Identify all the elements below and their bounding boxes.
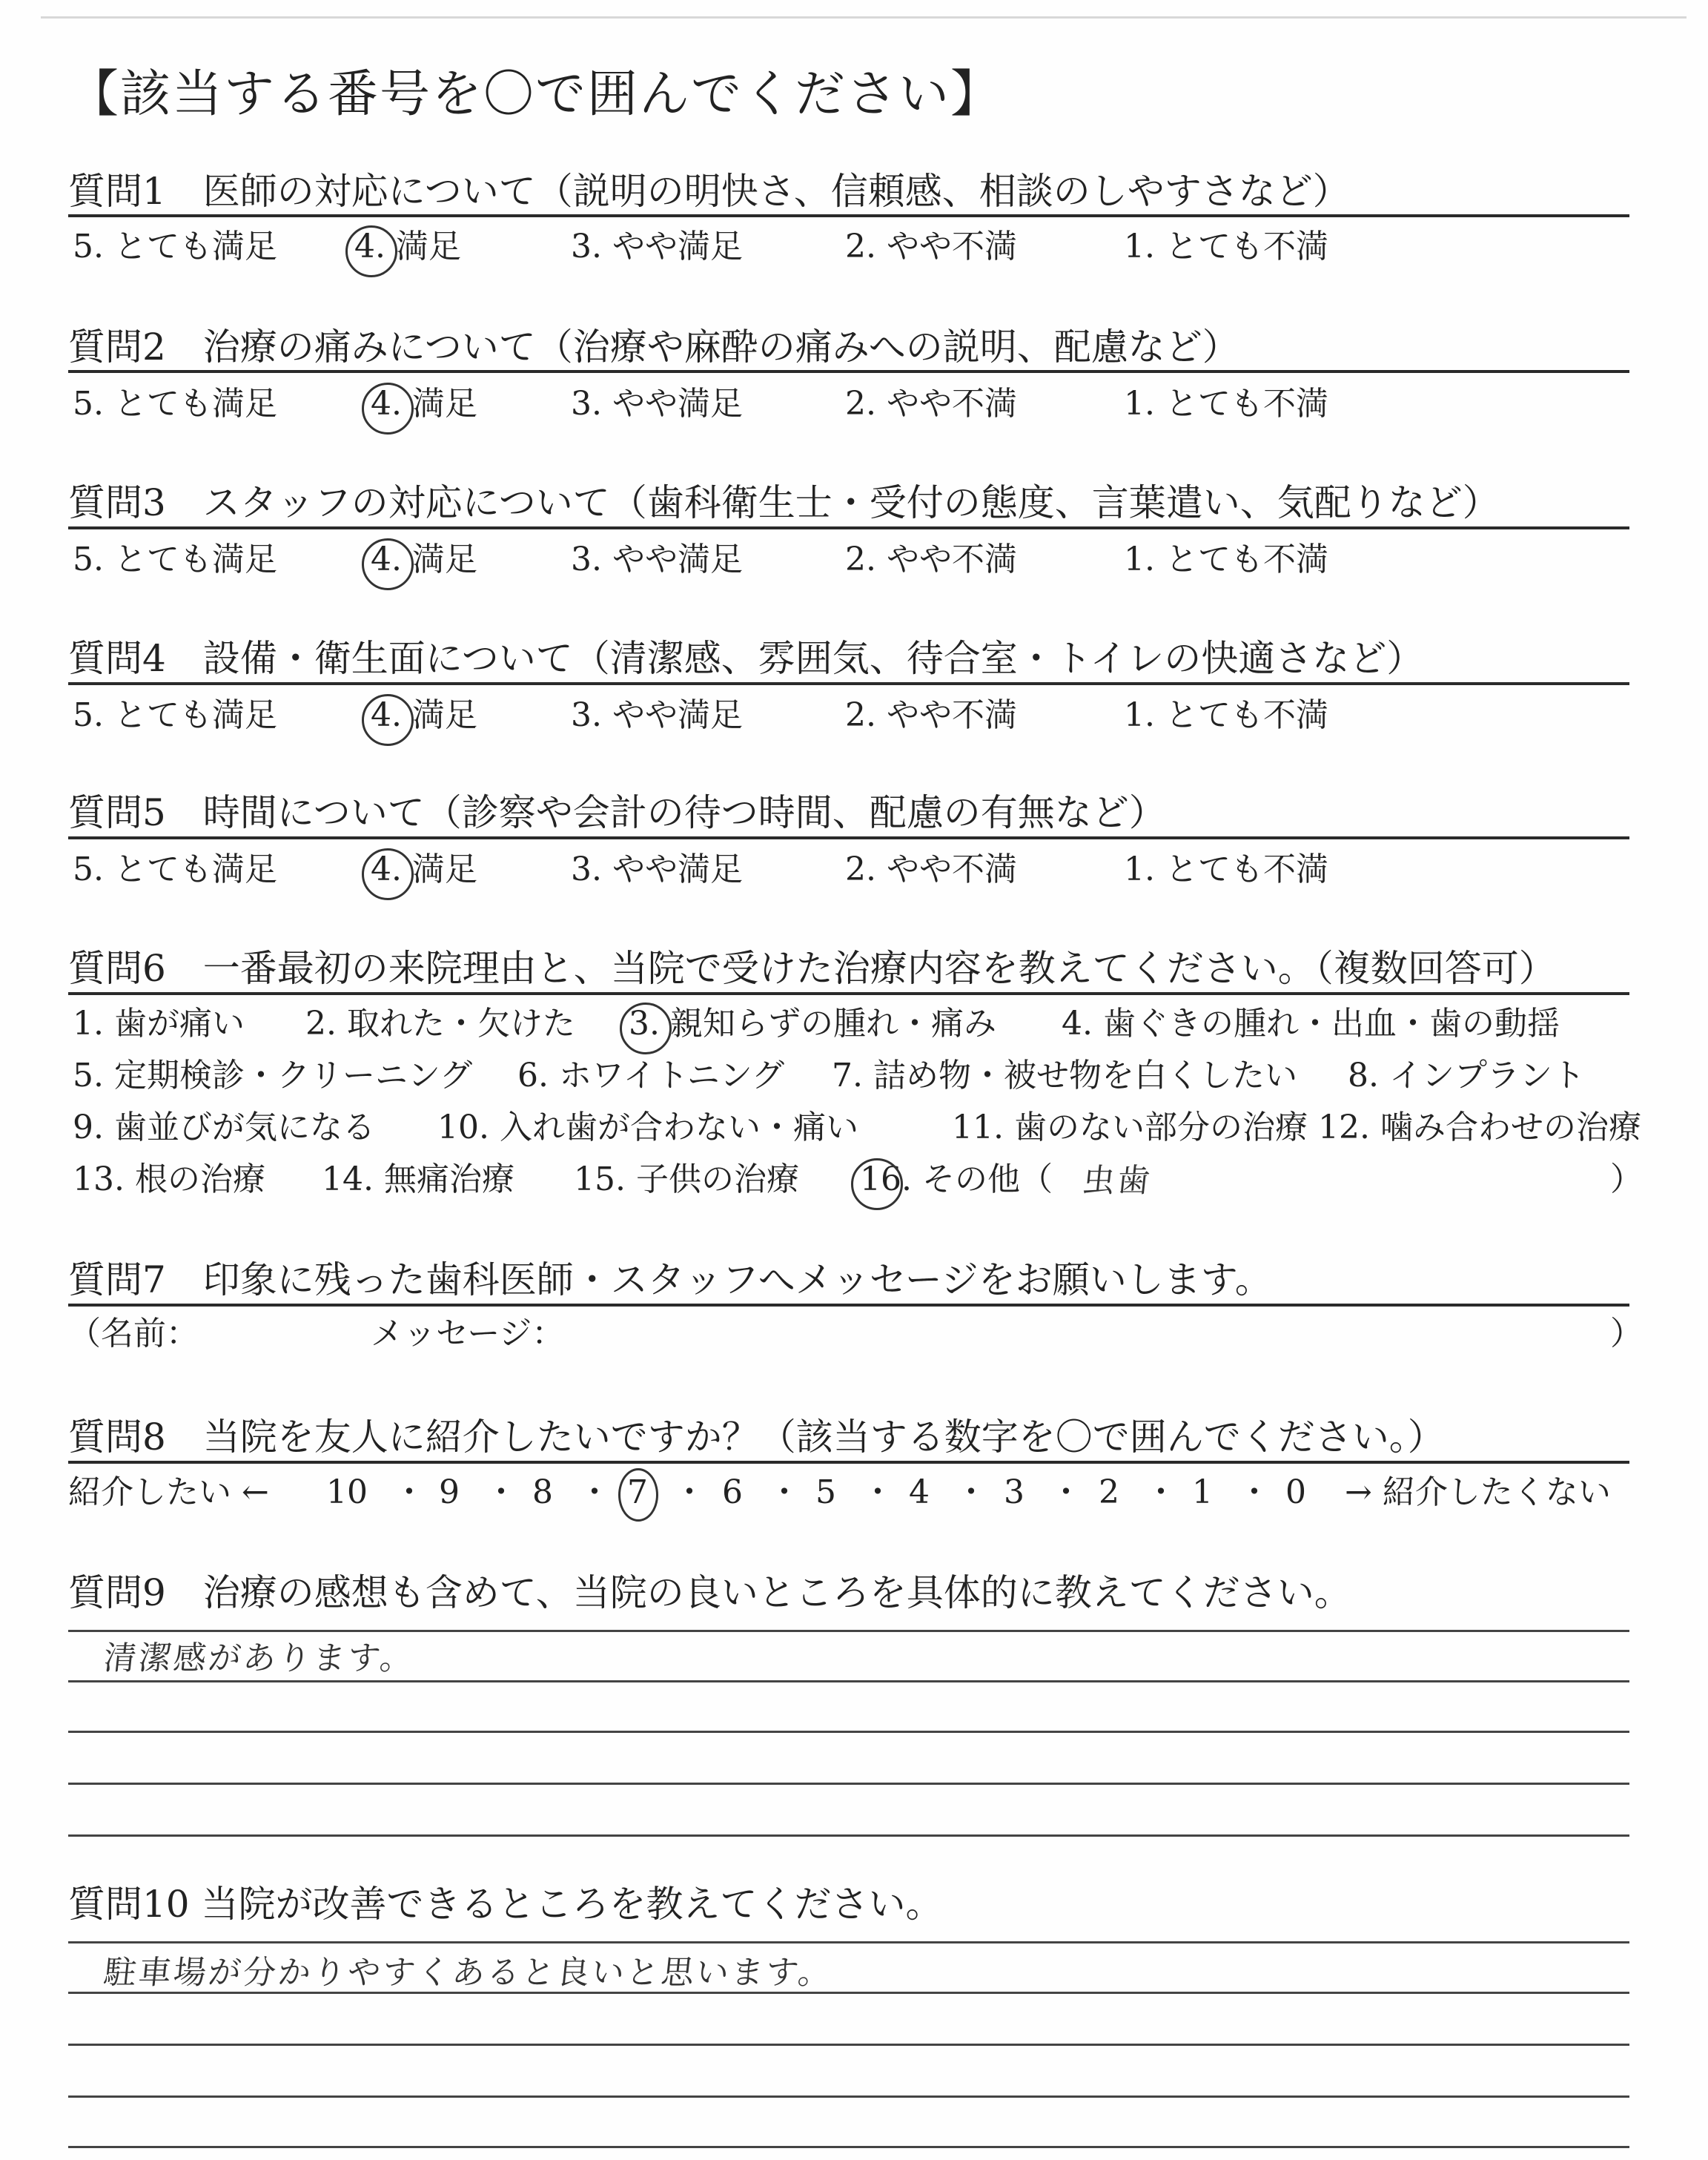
q6-option-4[interactable]: 4. 歯ぐきの腫れ・出血・歯の動揺 <box>1062 1005 1560 1043</box>
q6-option-14[interactable]: 14. 無痛治療 <box>322 1160 514 1198</box>
q6-option-10[interactable]: 10. 入れ歯が合わない・痛い <box>437 1109 858 1146</box>
q10-line <box>68 1941 1629 1943</box>
q9-handwritten-answer[interactable]: 清潔感があります。 <box>102 1639 417 1677</box>
selection-circle: 3. 親知らずの腫れ・痛み <box>629 1005 996 1043</box>
q7-rule <box>68 1304 1629 1307</box>
q5-option-3[interactable]: 3. やや満足 <box>571 851 743 888</box>
q4-option-5[interactable]: 5. とても満足 <box>73 696 277 734</box>
q3-rule <box>68 526 1629 529</box>
q1-option-5[interactable]: 5. とても満足 <box>73 228 277 265</box>
q8-scale-sep: ・ <box>578 1473 611 1511</box>
q3-option-3[interactable]: 3. やや満足 <box>571 541 743 578</box>
q4-option-3[interactable]: 3. やや満足 <box>571 696 743 734</box>
scan-edge <box>41 16 1687 19</box>
q6-option-2[interactable]: 2. 取れた・欠けた <box>305 1005 575 1043</box>
selection-circle <box>618 1468 658 1522</box>
q9-title: 質問9 治療の感想も含めて、当院の良いところを具体的に教えてください。 <box>68 1571 1351 1614</box>
q6-option-11[interactable]: 11. 歯のない部分の治療 <box>952 1109 1308 1146</box>
q5-option-5[interactable]: 5. とても満足 <box>73 851 277 888</box>
q8-scale-sep: ・ <box>1145 1473 1177 1511</box>
q2-option-1[interactable]: 1. とても不満 <box>1124 385 1328 423</box>
selection-circle: 4. 満足 <box>371 385 477 423</box>
q4-option-4[interactable] <box>371 696 477 736</box>
q8-scale-4[interactable]: 4 <box>909 1473 930 1511</box>
q8-scale-sep: ・ <box>485 1473 517 1511</box>
q10-line <box>68 2044 1629 2046</box>
q7-message-label: メッセージ： <box>371 1315 565 1353</box>
q6-option-6[interactable]: 6. ホワイトニング <box>517 1057 785 1094</box>
q10-handwritten-answer[interactable]: 駐車場が分かりやすくあると良いと思います。 <box>102 1954 835 1992</box>
q5-option-4[interactable] <box>371 850 477 890</box>
q8-scale-6[interactable]: 6 <box>722 1473 743 1511</box>
q4-rule <box>68 682 1629 685</box>
q6-option-15[interactable]: 15. 子供の治療 <box>574 1160 799 1198</box>
q6-rule <box>68 992 1629 995</box>
q4-option-2[interactable]: 2. やや不満 <box>845 696 1017 734</box>
q6-option-16[interactable] <box>860 1160 1053 1200</box>
q2-option-4[interactable] <box>371 384 477 424</box>
q10-title: 質問10 当院が改善できるところを教えてください。 <box>68 1883 943 1926</box>
q1-option-3[interactable]: 3. やや満足 <box>571 228 743 265</box>
q2-option-3[interactable]: 3. やや満足 <box>571 385 743 423</box>
q10-line <box>68 2146 1629 2148</box>
q9-line <box>68 1783 1629 1785</box>
selection-circle: 4. 満足 <box>354 228 461 265</box>
q6-option-13[interactable]: 13. 根の治療 <box>73 1160 265 1198</box>
q9-line <box>68 1834 1629 1837</box>
q2-option-5[interactable]: 5. とても満足 <box>73 385 277 423</box>
q3-title: 質問3 スタッフの対応について（歯科衛生士・受付の態度、言葉遣い、気配りなど） <box>68 481 1500 524</box>
q5-title: 質問5 時間について（診察や会計の待つ時間、配慮の有無など） <box>68 791 1166 834</box>
q7-name-label: （名前： <box>68 1315 199 1353</box>
q10-line <box>68 1992 1629 1994</box>
page-title: 【該当する番号を〇で囲んでください】 <box>68 65 1003 124</box>
q8-title: 質問8 当院を友人に紹介したいですか？（該当する数字を〇で囲んでください。） <box>68 1416 1445 1459</box>
q2-option-2[interactable]: 2. やや不満 <box>845 385 1017 423</box>
q8-scale-sep: ・ <box>1238 1473 1271 1511</box>
q6-option-8[interactable]: 8. インプラント <box>1348 1057 1585 1094</box>
q8-scale-sep: ・ <box>955 1473 987 1511</box>
q2-title: 質問2 治療の痛みについて（治療や麻酔の痛みへの説明、配慮など） <box>68 326 1239 369</box>
q10-line <box>68 2095 1629 2098</box>
q8-scale-sep: ・ <box>673 1473 706 1511</box>
q7-title: 質問7 印象に残った歯科医師・スタッフへメッセージをお願いします。 <box>68 1258 1272 1301</box>
q4-title: 質問4 設備・衛生面について（清潔感、雰囲気、待合室・トイレの快適さなど） <box>68 637 1424 680</box>
q8-scale-sep: ・ <box>393 1473 426 1511</box>
q8-scale-9[interactable]: 9 <box>439 1473 460 1511</box>
q5-rule <box>68 836 1629 839</box>
q8-left-label: 紹介したい ← <box>68 1473 269 1511</box>
q3-option-5[interactable]: 5. とても満足 <box>73 541 277 578</box>
q6-option-5[interactable]: 5. 定期検診・クリーニング <box>73 1057 473 1094</box>
q6-close-paren: ） <box>1610 1160 1643 1198</box>
q6-option-1[interactable]: 1. 歯が痛い <box>73 1005 245 1043</box>
q8-right-label: → 紹介したくない <box>1345 1473 1611 1511</box>
q3-option-1[interactable]: 1. とても不満 <box>1124 541 1328 578</box>
q3-option-2[interactable]: 2. やや不満 <box>845 541 1017 578</box>
q5-option-1[interactable]: 1. とても不満 <box>1124 851 1328 888</box>
q1-option-2[interactable]: 2. やや不満 <box>845 228 1017 265</box>
q5-option-2[interactable]: 2. やや不満 <box>845 851 1017 888</box>
q8-scale-7[interactable]: 7 <box>627 1473 648 1511</box>
q1-option-4[interactable] <box>354 227 461 267</box>
q1-option-1[interactable]: 1. とても不満 <box>1124 228 1328 265</box>
q3-option-4[interactable] <box>371 540 477 580</box>
q6-option-3[interactable] <box>629 1004 996 1044</box>
q8-scale-2[interactable]: 2 <box>1099 1473 1119 1511</box>
q6-option-12[interactable]: 12. 噛み合わせの治療 <box>1318 1109 1641 1146</box>
q6-option-7[interactable]: 7. 詰め物・被せ物を白くしたい <box>832 1057 1297 1094</box>
selection-circle: 4. 満足 <box>371 696 477 734</box>
q9-line <box>68 1630 1629 1632</box>
selection-circle: 16. その他（ <box>860 1160 1053 1198</box>
q8-scale-8[interactable]: 8 <box>532 1473 553 1511</box>
q8-scale-sep: ・ <box>768 1473 801 1511</box>
q2-rule <box>68 370 1629 373</box>
selection-circle: 4. 満足 <box>371 541 477 578</box>
q4-option-1[interactable]: 1. とても不満 <box>1124 696 1328 734</box>
q8-scale-5[interactable]: 5 <box>815 1473 836 1511</box>
q1-rule <box>68 214 1629 217</box>
q1-title: 質問1 医師の対応について（説明の明快さ、信頼感、相談のしやすさなど） <box>68 170 1350 213</box>
q8-scale-0[interactable]: 0 <box>1285 1473 1306 1511</box>
q8-scale-sep: ・ <box>861 1473 894 1511</box>
q6-option-9[interactable]: 9. 歯並びが気になる <box>73 1109 375 1146</box>
q9-line <box>68 1680 1629 1682</box>
q8-scale-1[interactable]: 1 <box>1192 1473 1213 1511</box>
q6-other-handwritten[interactable]: 虫歯 <box>1080 1162 1154 1200</box>
q8-scale-sep: ・ <box>1050 1473 1082 1511</box>
q8-scale-3[interactable]: 3 <box>1004 1473 1025 1511</box>
selection-circle: 4. 満足 <box>371 851 477 888</box>
q8-scale-10[interactable]: 10 <box>326 1473 368 1511</box>
q8-rule <box>68 1461 1629 1464</box>
q7-close-paren: ） <box>1610 1315 1643 1353</box>
q6-title: 質問6 一番最初の来院理由と、当院で受けた治療内容を教えてください。（複数回答可） <box>68 947 1556 990</box>
q9-line <box>68 1731 1629 1733</box>
